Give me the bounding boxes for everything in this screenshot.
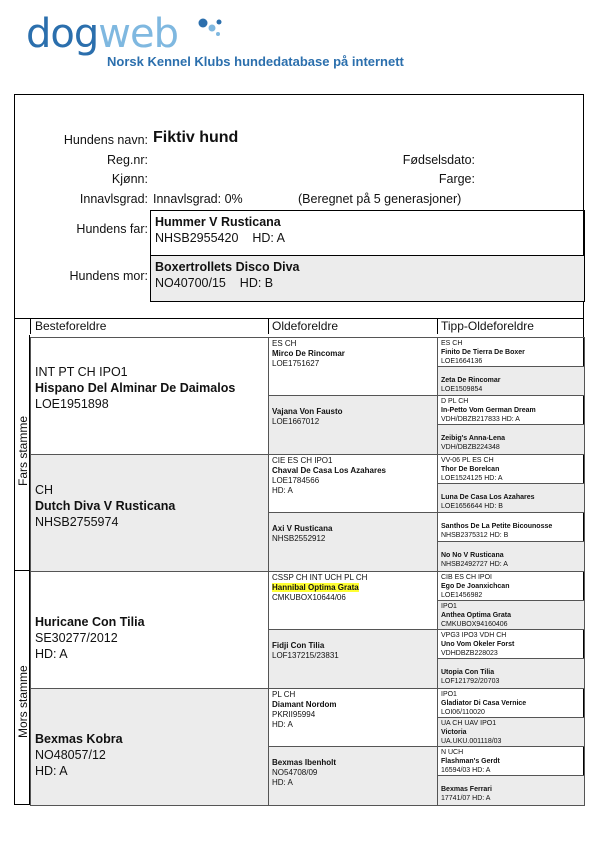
gggp-name: Utopia Con Tilia [441,669,495,676]
father-reg: NHSB2955420 [155,231,239,245]
mother-reg: NO40700/15 [155,276,226,290]
inbreeding-value: Innavlsgrad: 0% [153,192,243,206]
gggp-cell[interactable] [437,424,585,455]
gggp-cell[interactable] [437,688,585,718]
header-great-great-grandparents: Tipp-Oldeforeldre [441,319,534,333]
grandparent-name: Huricane Con Tilia [35,615,145,629]
ggp-name: Diamant Nordom [272,700,337,709]
header-divider-1 [30,318,31,334]
ggp-name: Chaval De Casa Los Azahares [272,466,386,475]
great-grandparent-cell[interactable] [268,512,438,572]
grandparent-name: Dutch Diva V Rusticana [35,499,176,513]
gggp-cell[interactable] [437,337,585,367]
gggp-cell[interactable] [437,775,585,806]
great-grandparent-cell[interactable] [268,454,438,513]
gggp-cell[interactable] [437,658,585,689]
ggp-titles: CSSP CH INT UCH PL CH [272,573,368,582]
logo-wordmark: dogweb [26,11,178,57]
gggp-name: Gladiator Di Casa Vernice [441,700,527,707]
gggp-reg: VDH/DBZB224348 [441,444,500,451]
gggp-reg: LOE1656644 HD: B [441,503,503,510]
ggp-reg: LOE1784566 [272,476,320,485]
grandparent-reg: LOE1951898 [35,397,109,411]
father-label: Hundens far: [76,222,148,236]
grandparent-name: Hispano Del Alminar De Daimalos [35,381,236,395]
ggp-name: Bexmas Ibenholt [272,758,337,767]
ggp-titles: CIE ES CH IPO1 [272,456,333,465]
side-divider [14,570,30,571]
logo-dots-icon [198,18,224,40]
gggp-cell[interactable] [437,571,585,601]
logo [26,11,404,69]
grandparent-hd: HD: A [35,647,68,661]
header-grandparents: Besteforeldre [35,319,107,333]
dog-name: Fiktiv hund [153,129,239,146]
ggp-reg: LOE1751627 [272,359,320,368]
gggp-titles: IPO1 [441,603,457,610]
gggp-name: No No V Rusticana [441,552,504,559]
gggp-cell[interactable] [437,629,585,659]
gggp-name: Flashman's Gerdt [441,758,500,765]
ggp-name: Mirco De Rincomar [272,349,345,358]
gggp-titles: VPG3 IPO3 VDH CH [441,632,507,639]
ggp-reg: NHSB2552912 [272,534,326,543]
ggp-reg: PKRII95994 [272,710,316,719]
ggp-reg: LOF137215/23831 [272,651,339,660]
mother-name: Boxertrollets Disco Diva [155,260,300,274]
gggp-cell[interactable] [437,541,585,572]
gggp-reg: 17741/07 HD: A [441,795,491,802]
header-divider-2 [268,318,269,334]
gggp-titles: ES CH [441,340,463,347]
great-grandparent-cell[interactable] [268,571,438,630]
gggp-name: Anthea Optima Grata [441,612,512,619]
grandparent-cell[interactable] [30,454,269,572]
grandparent-name: Bexmas Kobra [35,732,123,746]
gggp-name: Bexmas Ferrari [441,786,492,793]
gggp-reg: LOE1524125 HD: A [441,475,503,482]
grandparent-hd: HD: A [35,764,68,778]
ggp-name: Axi V Rusticana [272,524,333,533]
ggp-titles: PL CH [272,690,296,699]
grandparent-reg: NHSB2755974 [35,515,119,529]
gggp-name: Thor De Borelcan [441,466,500,473]
inbreeding-note: (Beregnet på 5 generasjoner) [298,192,462,206]
grandparent-reg: SE30277/2012 [35,631,118,645]
gggp-titles: CIB ES CH IPOI [441,574,492,581]
gggp-cell[interactable] [437,600,585,630]
mother-line-label: Mors stamme [16,665,30,738]
gggp-cell[interactable] [437,512,585,542]
gggp-reg: LOE1664136 [441,358,483,365]
gggp-name: Finito De Tierra De Boxer [441,349,525,356]
great-grandparent-cell[interactable] [268,746,438,806]
gggp-reg: VDH/DBZB217833 HD: A [441,416,520,423]
ggp-hd: HD: A [272,778,293,787]
great-grandparent-cell[interactable] [268,629,438,689]
ggp-reg: CMKUBOX10644/06 [272,593,346,602]
gggp-cell[interactable] [437,746,585,776]
ggp-hd: HD: A [272,720,293,729]
sex-label: Kjønn: [111,172,148,186]
great-grandparent-cell[interactable] [268,395,438,455]
header-divider-3 [437,318,438,334]
gggp-name: Zeibig's Anna-Lena [441,435,506,442]
ggp-name: Fidji Con Tilia [272,641,325,650]
name-label: Hundens navn: [63,133,148,147]
gggp-name: Ego De Joanxichcan [441,583,510,590]
mother-hd: HD: B [239,276,274,290]
grandparent-cell[interactable] [30,688,269,806]
gggp-reg: LOI06/110020 [441,709,485,716]
gggp-cell[interactable] [437,366,585,396]
gggp-cell[interactable] [437,483,585,513]
gggp-titles: VV-06 PL ES CH [441,457,494,464]
grandparent-reg: NO48057/12 [35,748,106,762]
great-grandparent-cell[interactable] [268,337,438,396]
gggp-reg: UA.UKU.001118/03 [441,738,502,745]
grandparent-titles: CH [35,483,54,497]
father-line-label: Fars stamme [16,415,30,486]
gggp-titles: N UCH [441,749,464,756]
father-hd: HD: A [252,231,285,245]
gggp-titles: D PL CH [441,398,469,405]
grandparent-cell[interactable] [30,571,269,689]
great-grandparent-cell[interactable] [268,688,438,747]
gggp-cell[interactable] [437,395,585,425]
gggp-cell[interactable] [437,717,585,747]
gggp-reg: 16594/03 HD: A [441,767,491,774]
gggp-reg: VDHDBZB228023 [441,650,498,657]
gggp-name: Santhos De La Petite Bicounosse [441,523,553,530]
gggp-reg: NHSB2492727 HD: A [441,561,508,568]
father-box[interactable] [150,210,585,256]
grandparent-titles: INT PT CH IPO1 [35,365,128,379]
ggp-titles: ES CH [272,339,297,348]
gggp-reg: LOE1509854 [441,386,483,393]
color-label: Farge: [438,172,475,186]
grandparent-cell[interactable] [30,337,269,455]
gggp-name: Zeta De Rincomar [441,377,501,384]
ggp-reg: LOE1667012 [272,417,320,426]
ggp-name: Vajana Von Fausto [272,407,343,416]
gggp-name: Uno Vom Okeler Forst [441,641,515,648]
ggp-name-highlighted: Hannibal Optima Grata [272,583,359,592]
gggp-reg: LOF121792/20703 [441,678,500,685]
gggp-name: In-Petto Vom German Dream [441,407,536,414]
gggp-titles: UA CH UAV IPO1 [441,720,497,727]
ggp-hd: HD: A [272,486,293,495]
mother-label: Hundens mor: [69,269,148,283]
reg-label: Reg.nr: [107,153,148,167]
header-great-grandparents: Oldeforeldre [272,319,339,333]
inbreeding-label: Innavlsgrad: [79,192,148,206]
gggp-titles: IPO1 [441,691,457,698]
gggp-cell[interactable] [437,454,585,484]
gggp-reg: CMKUBOX94160406 [441,621,508,628]
mother-box[interactable] [150,255,585,302]
ggp-reg: NO54708/09 [272,768,318,777]
gggp-name: Victoria [441,729,467,736]
gggp-name: Luna De Casa Los Azahares [441,494,535,501]
logo-subtitle: Norsk Kennel Klubs hundedatabase på internett [107,54,404,69]
birth-label: Fødselsdato: [402,153,475,167]
gggp-reg: LOE1456982 [441,592,483,599]
gggp-reg: NHSB2375312 HD: B [441,532,509,539]
father-name: Hummer V Rusticana [155,215,281,229]
